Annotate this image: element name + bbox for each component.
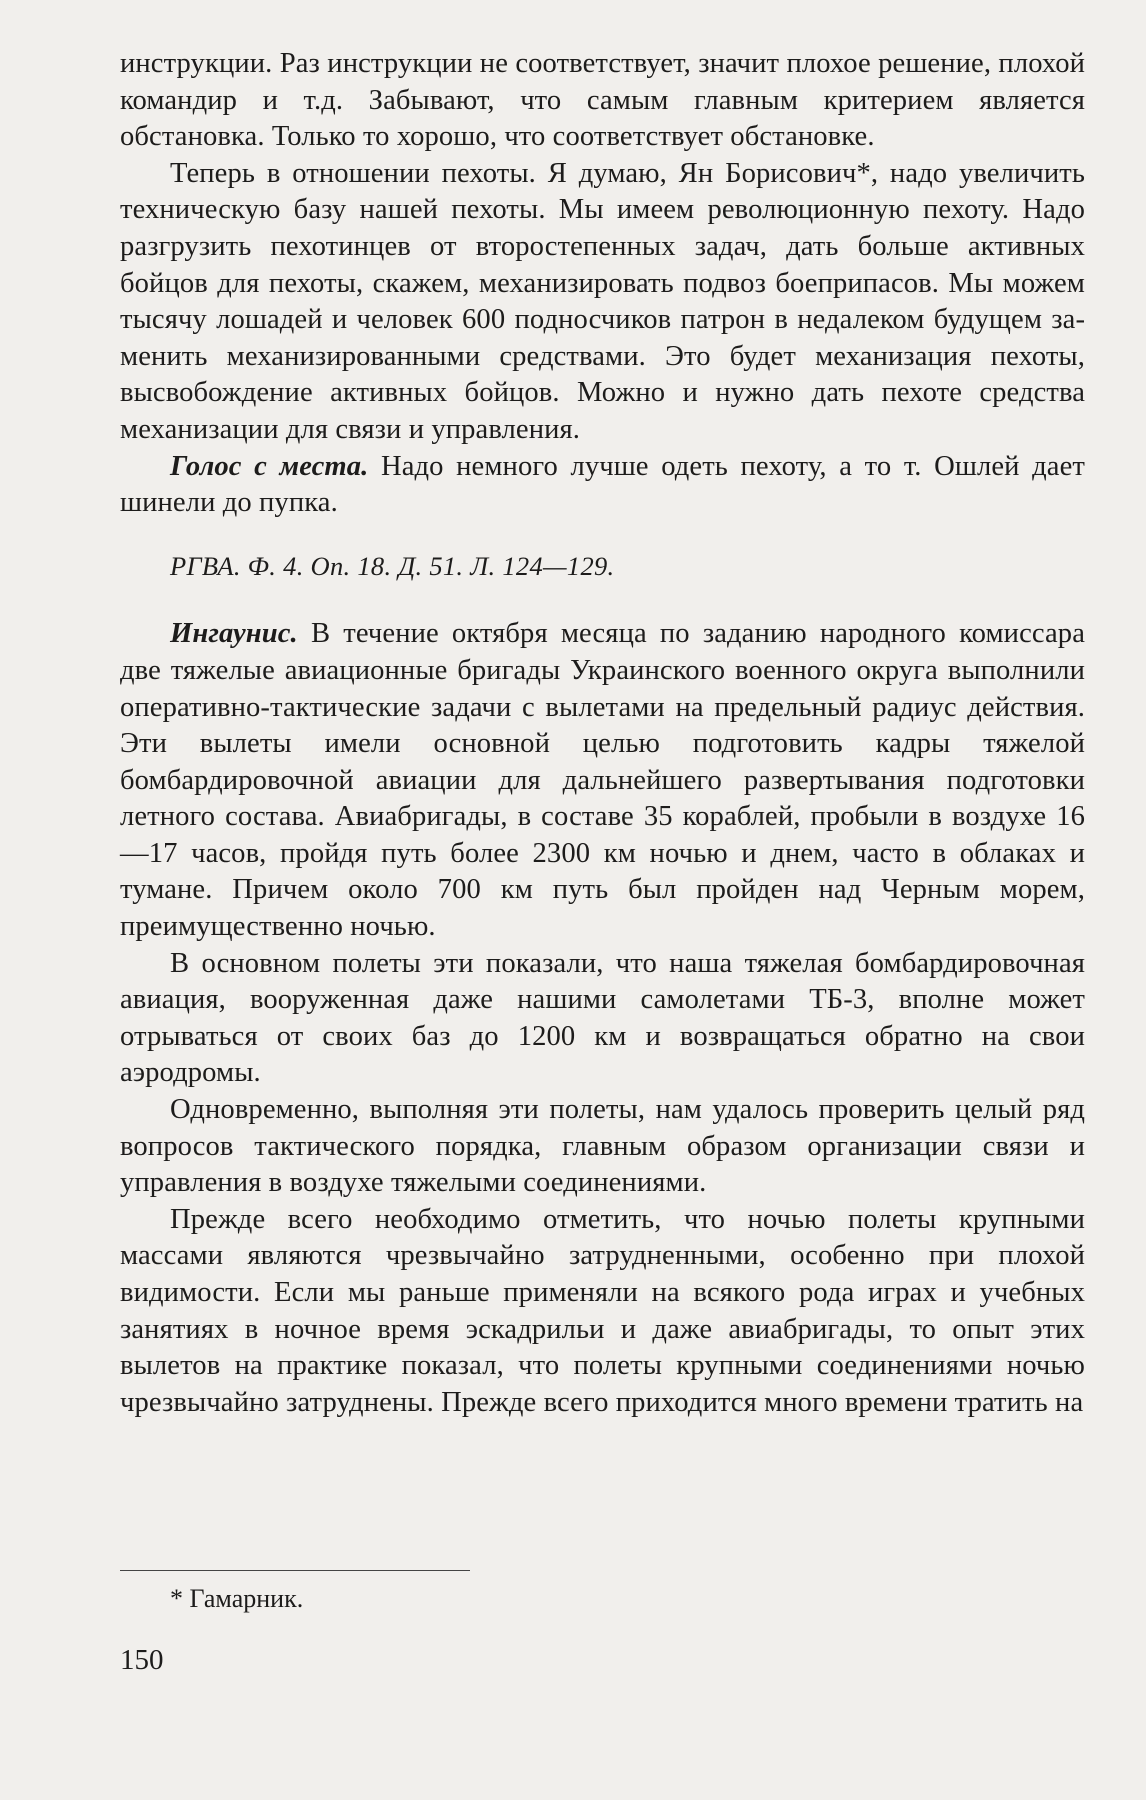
paragraph-tactics: Одновременно, выполняя эти полеты, нам удалось проверить целый ряд вопросов тактического порядка, главным образом организации связи и управления в воздухе тяжелыми соединениями. xyxy=(120,1094,1085,1199)
paragraph-voice xyxy=(120,449,1085,522)
paragraph-infantry: Теперь в отношении пехоты. Я думаю, Ян Борисович*, надо увеличить техническую базу нашей пехоты. Мы имеем революционную пехоту. Надо разгрузить пехотинцев от второстепенных задач, дать больше активных бойцов для пехоты, скажем, механизировать подвоз боеприпасов. Мы можем тысячу лошадей и человек 600 подносчиков патрон в недалеком будущем заменить механизированными средствами. Это будет механизация пехоты, высвобождение активных бойцов. Можно и нужно дать пехоте средства механизации для связи и управления. xyxy=(120,157,1085,445)
voice-text: Надо немного лучше одеть пехоту, а то т. Ошлей дает шинели до пупка. xyxy=(120,450,1085,519)
paragraph-bombers: В основном полеты эти показали, что наша тяжелая бомбардировочная авиация, вооруженная даже нашими самолетами ТБ-3, вполне может отрываться от своих баз до 1200 км и возвращаться обратно на свои аэродромы. xyxy=(120,947,1085,1089)
ingaunis-text: В течение октября месяца по заданию народного комиссара две тяжелые авиационные бригады Украинского военного округа выполнили оперативно-тактические задачи с вылетами на предельный радиус действия. Эти вылеты имели основной целью подготовить кадры тяжелой бомбардировочной авиации для дальнейшего развертывания подготовки летного состава. Авиабригады, в составе 35 кораблей, пробыли в воздухе 16—17 часов, пройдя путь более 2300 км ночью и днем, часто в облаках и тумане. Причем около 700 км путь был пройден над Черным морем, преимущественно ночью. xyxy=(120,618,1085,943)
page-body xyxy=(120,46,1085,1421)
footnote-divider xyxy=(120,1570,470,1571)
paragraph-ingaunis xyxy=(120,616,1085,945)
speaker-voice: Голос с места. xyxy=(170,450,369,482)
archive-reference: РГВА. Ф. 4. Оп. 18. Д. 51. Л. 124—129. xyxy=(170,550,615,581)
speaker-ingaunis: Ингаунис. xyxy=(170,618,298,650)
paragraph-instructions: инструкции. Раз инструкции не соответствует, значит плохое решение, плохой командир и т.д. Забывают, что самым главным критерием является обстановка. Только то хорошо, что соответствует обстановке. xyxy=(120,48,1085,153)
page-number: 150 xyxy=(120,1644,164,1676)
footnote: * Гамарник. xyxy=(170,1584,304,1613)
paragraph-night-flights: Прежде всего необходимо отметить, что ночью полеты крупными массами являются чрезвычайно затрудненными, особенно при плохой видимости. Если мы раньше применяли на всякого рода играх и учебных занятиях в ночное время эскадрильи и даже авиабригады, то опыт этих вылетов на практике показал, что полеты крупными соединениями ночью чрезвычайно затруднены. Прежде всего приходится много времени тратить на xyxy=(120,1203,1085,1418)
